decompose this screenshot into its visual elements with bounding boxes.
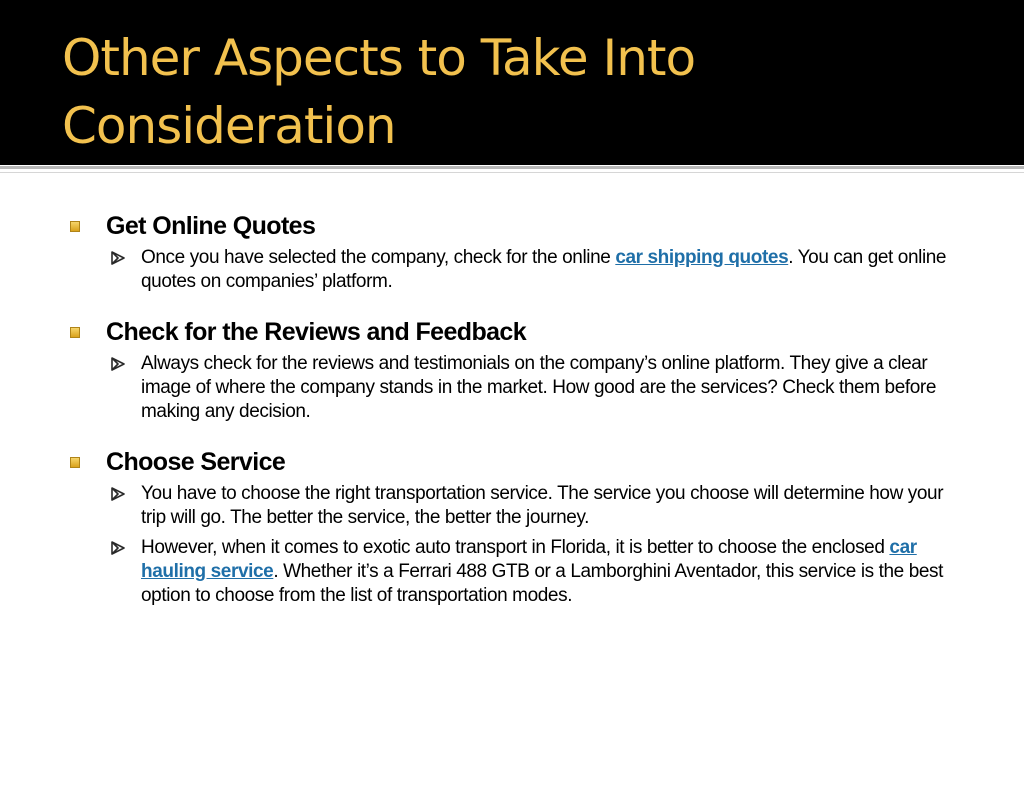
arrow-bullet-icon [110, 541, 126, 555]
sub-bullet-text [141, 246, 970, 294]
section-choose-service [70, 444, 970, 608]
car-hauling-service-link[interactable]: car hauling service [141, 537, 917, 582]
section-reviews-feedback [70, 314, 970, 424]
section-heading: Choose Service [106, 447, 286, 476]
square-bullet-icon [70, 327, 80, 338]
text-segment: . You can get online quotes on companies’ platform. [141, 247, 947, 292]
sub-bullet [70, 246, 970, 294]
sub-bullet-text: You have to choose the right transportation service. The service you choose will determine how your trip will go. The better the service, the better the journey. [141, 483, 944, 528]
title-divider-thin [0, 172, 1024, 173]
car-shipping-quotes-link[interactable]: car shipping quotes [615, 247, 789, 268]
slide-content [70, 208, 970, 628]
sub-bullet-text: Always check for the reviews and testimonials on the company’s online platform. They give a clear image of where the company stands in the market. How good are the services? Check them before making any decision. [141, 353, 937, 422]
sub-bullet [70, 482, 970, 530]
section-header [70, 208, 970, 244]
title-bar [0, 0, 1024, 165]
text-segment: However, when it comes to exotic auto transport in Florida, it is better to choose the enclosed [141, 537, 890, 558]
text-segment: . Whether it’s a Ferrari 488 GTB or a Lamborghini Aventador, this service is the best option to choose from the list of transportation modes. [141, 561, 944, 606]
sub-bullet [70, 352, 970, 424]
section-heading: Check for the Reviews and Feedback [106, 317, 527, 346]
square-bullet-icon [70, 221, 80, 232]
section-heading: Get Online Quotes [106, 211, 316, 240]
sub-bullet-text [141, 536, 970, 608]
title-divider [0, 166, 1024, 169]
arrow-bullet-icon [110, 251, 126, 265]
arrow-bullet-icon [110, 487, 126, 501]
text-segment: Once you have selected the company, check for the online [141, 247, 616, 268]
section-header [70, 444, 970, 480]
arrow-bullet-icon [110, 357, 126, 371]
section-header [70, 314, 970, 350]
square-bullet-icon [70, 457, 80, 468]
sub-bullet [70, 536, 970, 608]
section-get-online-quotes [70, 208, 970, 294]
slide-title: Other Aspects to Take Into Consideration [62, 29, 696, 155]
